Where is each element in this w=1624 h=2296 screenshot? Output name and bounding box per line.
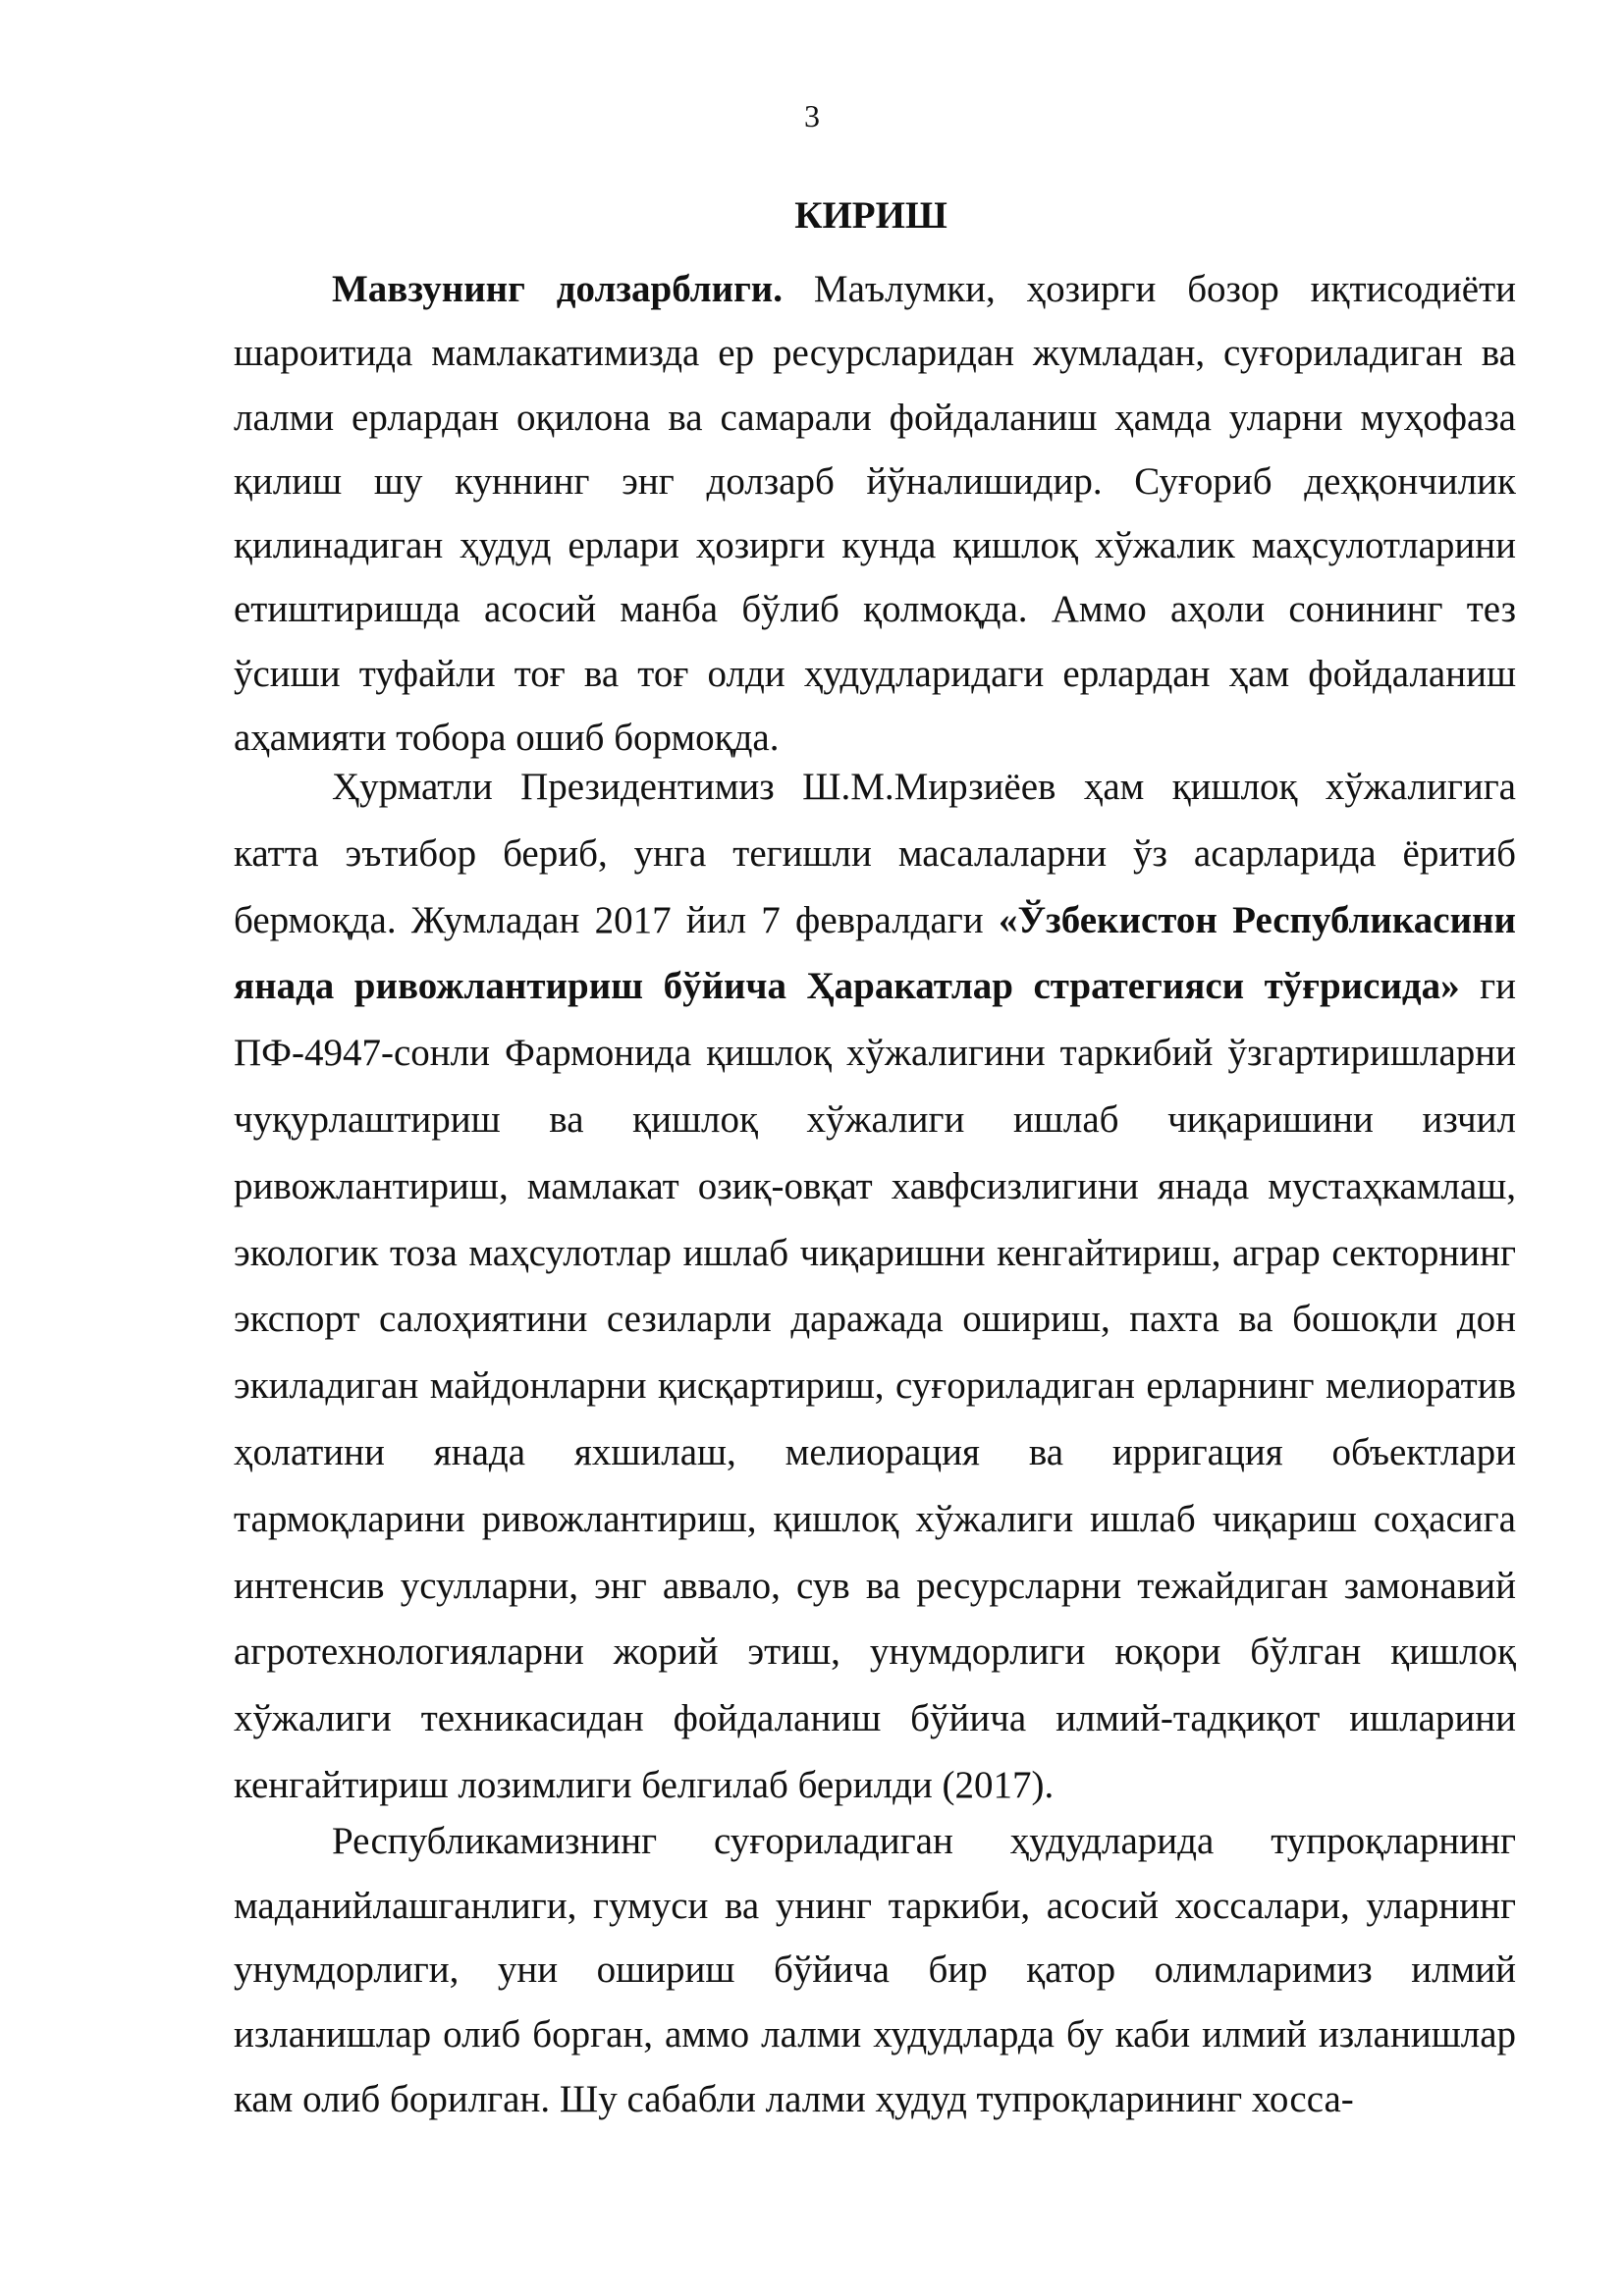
paragraph-irrigated-soils [234,1809,1516,2132]
paragraph-relevance [234,257,1516,770]
paragraph-text: Маълумки, ҳозирги бозор иқтисодиёти шароитида мамлакатимизда ер ресурсларидан жумладан, суғориладиган ва лалми ерлардан оқилона ва самарали фойдаланиш ҳамда уларни муҳофаза қилиш шу куннинг энг долзарб йўналишидир. Суғориб деҳқончилик қилинадиган ҳудуд ерлари ҳозирги кунда қишлоқ хўжалик маҳсулотларини етиштиришда асосий манба бўлиб қолмоқда. Аммо аҳоли сонининг тез ўсиши туфайли тоғ ва тоғ олди ҳудудларидаги ерлардан ҳам фойдаланиш аҳамияти тобора ошиб бормоқда. [234,268,1516,760]
decree-title: «Ўзбекистон Республикасини янада ривожлантириш бўйича Ҳаракатлар стратегияси тўғрисида» [234,898,1516,1008]
paragraph-lead-heading: Мавзунинг долзарблиги. [332,268,784,310]
paragraph-text: ги ПФ-4947-сонли Фармонида қишлоқ хўжалигини таркибий ўзгартиришларни чуқурлаштириш ва қишлоқ хўжалиги ишлаб чиқаришини изчил ривожлантириш, мамлакат озиқ-овқат хавфсизлигини янада мустаҳкамлаш, экологик тоза маҳсулотлар ишлаб чиқаришни кенгайтириш, аграр секторнинг экспорт салоҳиятини сезиларли даражада ошириш, пахта ва бошоқли дон экиладиган майдонларни қисқартириш, суғориладиган ерларнинг мелиоратив ҳолатини янада яхшилаш, мелиорация ва ирригация объектлари тармоқларини ривожлантириш, қишлоқ хўжалиги ишлаб чиқариш соҳасига интенсив усулларни, энг аввало, сув ва ресурсларни тежайдиган замонавий агротехнологияларни жорий этиш, унумдорлиги юқори бўлган қишлоқ хўжалиги техникасидан фойдаланиш бўйича илмий-тадқиқот ишларини кенгайтириш лозимлиги белгилаб берилди (2017). [234,965,1517,1806]
page-number: 3 [804,98,820,133]
paragraph-text: Ҳурматли Президентимиз Ш.М.Мирзиёев ҳам қишлоқ хўжалигига катта эътибор бериб, унга тегишли масалаларни ўз асарларида ёритиб бермоқда. Жумладан 2017 йил 7 февралдаги [234,766,1516,941]
paragraph-president-decree [234,754,1516,1819]
section-title: КИРИШ [794,194,947,237]
paragraph-text: Республикамизнинг суғориладиган ҳудудларида тупроқларнинг маданийлашганлиги, гумуси ва унинг таркиби, асосий хоссалари, уларнинг унумдорлиги, уни ошириш бўйича бир қатор олимларимиз илмий изланишлар олиб борган, аммо лалми худудларда бу каби илмий изланишлар кам олиб борилган. Шу сабабли лалми ҳудуд тупроқларининг хосса- [234,1820,1516,2120]
